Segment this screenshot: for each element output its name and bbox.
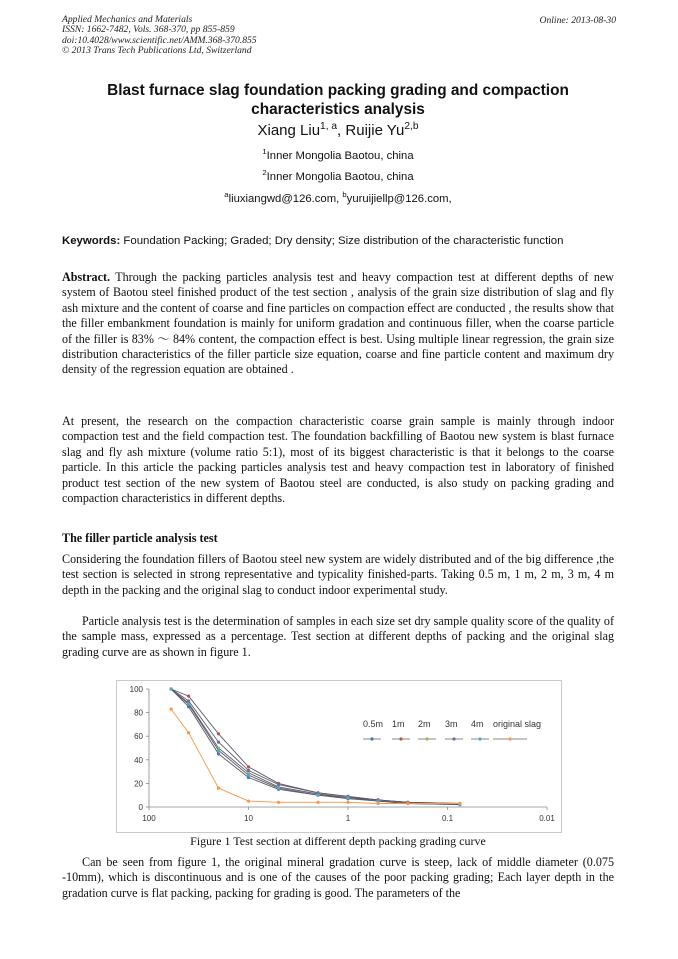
data-point [187,699,190,702]
x-tick-label: 0.01 [539,814,555,823]
doi-line: doi:10.4028/www.scientific.net/AMM.368-370.855 [62,34,257,46]
data-point [277,783,280,786]
data-point [277,787,280,790]
x-tick-label: 0.1 [441,814,454,823]
x-tick-label: 10 [244,814,253,823]
section-heading: The filler particle analysis test [62,531,218,545]
y-tick-label: 100 [129,685,143,694]
data-point [217,752,220,755]
author-2: Ruijie Yu [345,122,405,139]
abstract-label: Abstract. [62,270,111,284]
journal-name: Applied Mechanics and Materials [62,14,193,25]
author-line [62,122,614,139]
x-tick-label: 1 [345,814,351,823]
keywords [62,235,622,247]
legend-swatch-marker [508,737,511,740]
affiliation-1-sup: 1 [262,147,267,157]
y-tick-label: 20 [134,779,143,789]
affiliation-1-text: Inner Mongolia Baotou, china [266,150,414,162]
legend-swatch-marker [370,737,373,740]
email-line [62,190,614,205]
email-a[interactable]: liuxiangwd@126.com, [228,193,343,205]
data-point [170,687,173,690]
y-tick-label: 40 [134,755,143,765]
affiliation-2 [62,168,614,183]
y-tick-label: 60 [134,732,143,742]
legend-label: 3m [445,719,458,729]
data-point [247,774,250,777]
closing-paragraph: Can be seen from figure 1, the original mineral gradation curve is steep, lack of middle diameter (0.075 -10mm), which is discontinuous and is one of the causes of the poor packing grading; Each layer depth in the gradation curve is flat packing, packing for grading is good. The parameters of the [62,855,614,900]
data-point [406,802,409,805]
affiliation-1 [62,147,614,162]
data-point [346,801,349,804]
paper-title: Blast furnace slag foundation packing grading and compaction characteristics analysis [107,82,569,118]
legend-label: 2m [418,719,431,729]
data-point [247,800,250,803]
affiliation-2-sup: 2 [262,168,267,178]
abstract [62,270,614,378]
section-paragraph-1: Considering the foundation fillers of Baotou steel new system are widely distributed and of the big difference ,the test section is selected in strong representative and typicality finished-parts. Taking 0.5 m, 1 m, 2 m, 3 m, 4 m depth in the packing and the original slag to conduct indoor experimental study. [62,552,614,597]
data-point [346,796,349,799]
data-point [187,703,190,706]
series-line-0.5m [171,689,460,805]
legend-swatch-marker [425,737,428,740]
data-point [316,801,319,804]
data-point [217,741,220,744]
data-point [247,765,250,768]
figure-1-chart [116,680,562,833]
legend-swatch-marker [478,737,481,740]
intro-paragraph: At present, the research on the compaction characteristic coarse grain sample is mainly through indoor compaction test and the field compaction test. The foundation backfilling of Baotou new system is blast furnace slag and fly ash mixture (volume ratio 5:1), most of its biggest characteristic is that it belongs to the coarse particle. In this article the packing particles analysis test and heavy compaction test in laboratory of finished product test section of the new system of Baotou steel are conducted, is also study on packing grading and compaction characteristics in different depths. [62,414,614,506]
legend-swatch-marker [452,737,455,740]
affiliation-2-text: Inner Mongolia Baotou, china [266,171,414,183]
legend-label: 1m [392,719,405,729]
figure-caption: Figure 1 Test section at different depth packing grading curve [190,834,486,848]
series-line-3m [171,689,460,804]
legend-label: 0.5m [363,719,384,729]
data-point [217,787,220,790]
author-1: Xiang Liu [257,122,321,139]
abstract-text: Through the packing particles analysis test and heavy compaction test at different depths of new system of Baotou steel finished product of the test section , analysis of the grain size distribution of slag and fly ash mixture and the content of coarse and fine particles on compaction effect are conducted , the results show that the filler embankment foundation is mainly for uniform gradation and continuous filler, when the coarse particle of the filler is 83% ～ 84% content, the compaction effect is best. Using multiple linear regression, the grain size distribution characteristics of the filler particle size equation, coarse and fine particle content and maximum dry density of the regression equation are obtained . [62,270,614,377]
legend-swatch-marker [399,737,402,740]
data-point [316,794,319,797]
data-point [458,802,461,805]
email-a-sup: a [224,190,229,200]
data-point [217,732,220,735]
issn-line: ISSN: 1662-7482, Vols. 368-370, pp 855-859 [62,24,235,36]
data-point [277,801,280,804]
copyright-line: © 2013 Trans Tech Publications Ltd, Switzerland [62,45,252,57]
y-tick-label: 80 [134,708,143,718]
keywords-label: Keywords: [62,235,121,247]
series-line-1m [171,689,460,804]
data-point [376,802,379,805]
online-date: Online: 2013-08-30 [539,15,616,26]
legend-label: original slag [493,719,542,729]
data-point [187,695,190,698]
author-separator: , [337,122,346,139]
grading-curve-chart [117,681,561,832]
email-b[interactable]: yuruijiellp@126.com, [346,193,452,205]
section-paragraph-2: Particle analysis test is the determination of samples in each size set dry sample quality score of the quality of the sample mass, expressed as a percentage. Test section at different depths of packing and the original slag grading curve are as shown in figure 1. [62,614,614,659]
keywords-text: Foundation Packing; Graded; Dry density; Size distribution of the characteristic function [120,235,564,247]
data-point [247,769,250,772]
legend-label: 4m [471,719,484,729]
y-tick-label: 0 [138,803,143,812]
series-line-original-slag [171,709,460,803]
data-point [170,708,173,711]
data-point [187,731,190,734]
x-tick-label: 100 [142,814,156,823]
journal-header [62,15,257,57]
data-point [217,749,220,752]
author-1-sup: 1, a [320,121,338,132]
email-b-sup: b [342,190,347,200]
author-2-sup: 2,b [404,121,419,132]
